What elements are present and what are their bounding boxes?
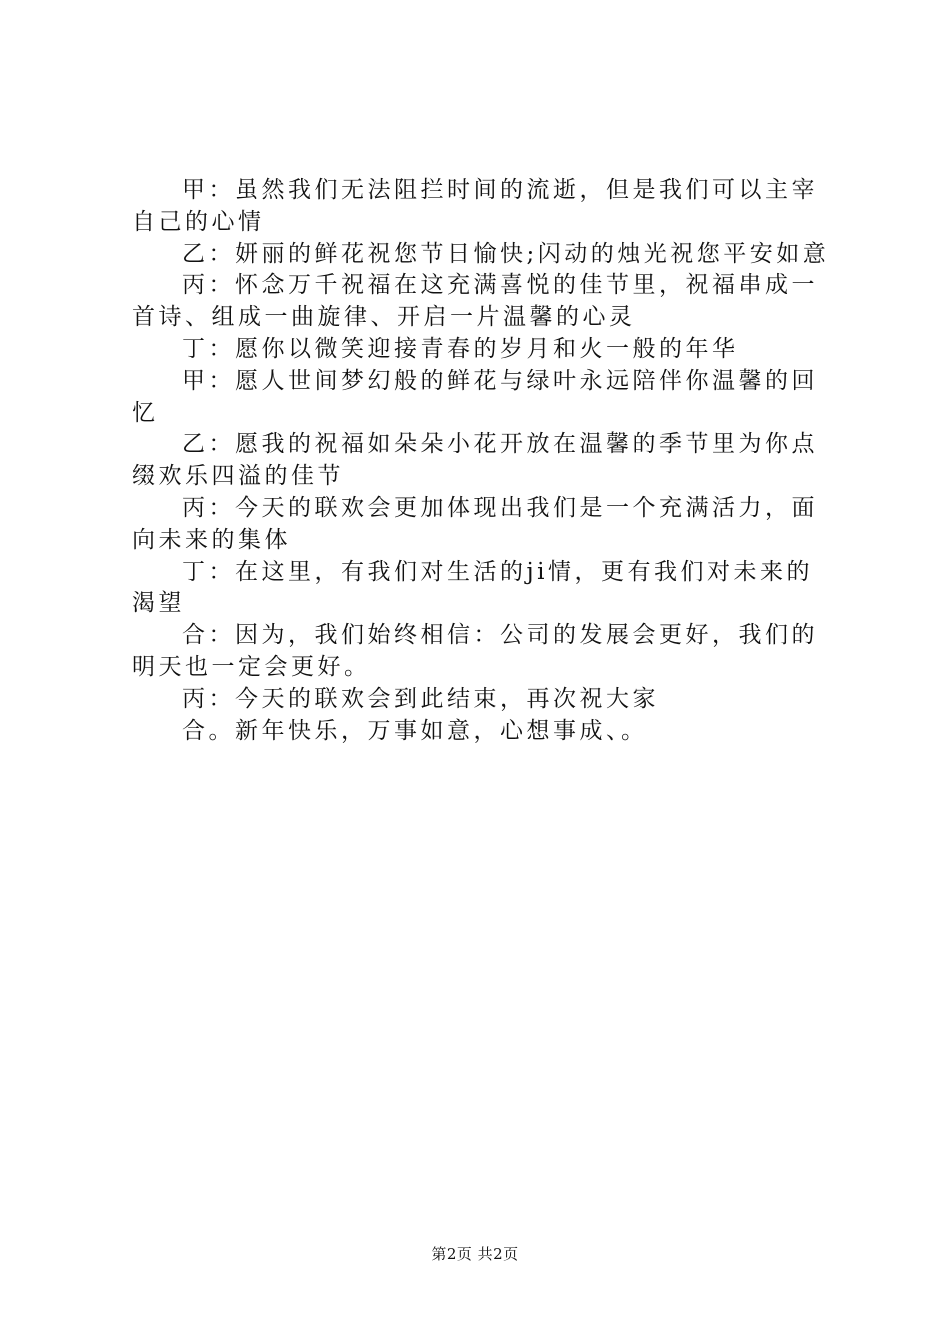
paragraph: 甲：虽然我们无法阻拦时间的流逝，但是我们可以主宰自己的心情 [132, 177, 818, 235]
paragraph: 合。新年快乐，万事如意，心想事成、。 [182, 717, 648, 744]
document-body [132, 175, 832, 747]
paragraph: 乙：愿我的祝福如朵朵小花开放在温馨的季节里为你点缀欢乐四溢的佳节 [132, 431, 818, 490]
paragraph: 丙：今天的联欢会更加体现出我们是一个充满活力，面向未来的集体 [132, 494, 818, 553]
paragraph: 合：因为，我们始终相信：公司的发展会更好，我们的明天也一定会更好。 [132, 622, 818, 680]
paragraph: 丁：在这里，有我们对生活的ji情，更有我们对未来的渴望 [132, 558, 813, 617]
paragraph: 甲：愿人世间梦幻般的鲜花与绿叶永远陪伴你温馨的回忆 [132, 367, 818, 426]
page-number-footer: 第2页 共2页 [431, 1245, 519, 1263]
paragraph: 乙：妍丽的鲜花祝您节日愉快;闪动的烛光祝您平安如意 [182, 240, 830, 267]
paragraph: 丙：怀念万千祝福在这充满喜悦的佳节里，祝福串成一首诗、组成一曲旋律、开启一片温馨的心灵 [132, 272, 818, 331]
paragraph: 丙：今天的联欢会到此结束，再次祝大家 [182, 685, 659, 712]
paragraph: 丁：愿你以微笑迎接青春的岁月和火一般的年华 [182, 335, 739, 362]
